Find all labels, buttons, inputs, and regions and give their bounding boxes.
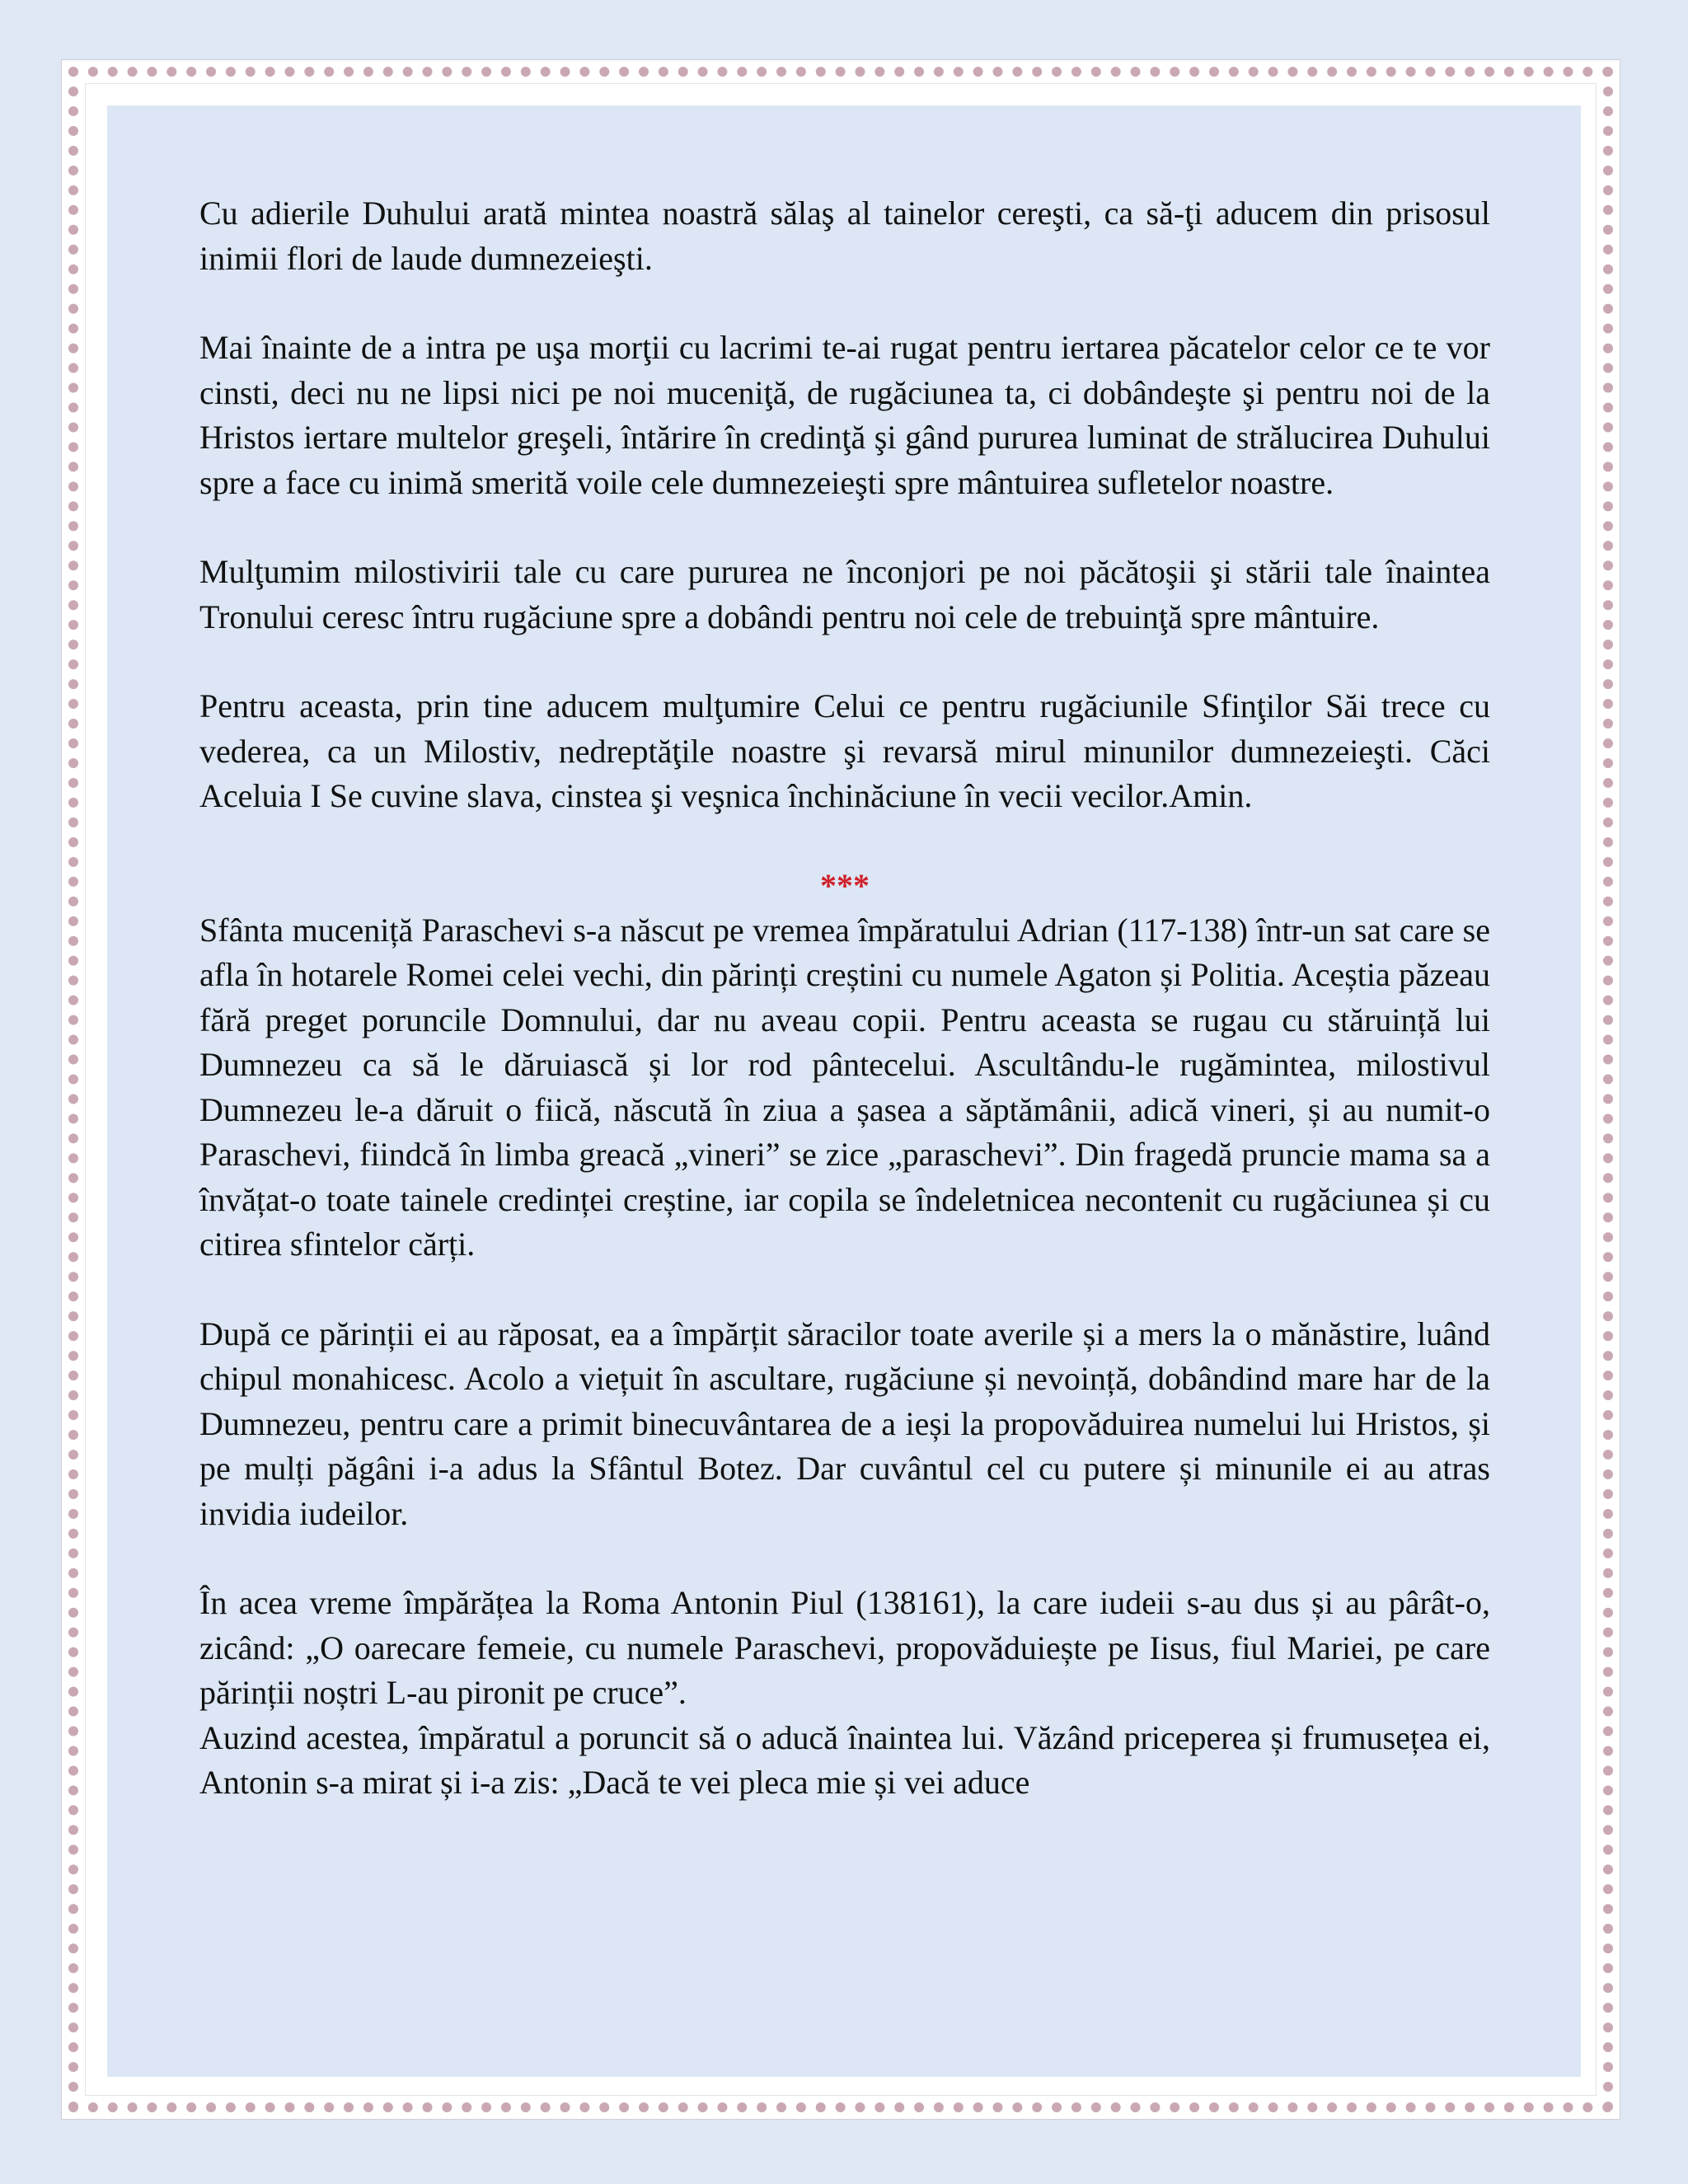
paragraph-gap — [199, 819, 1490, 864]
paragraph-gap — [199, 640, 1490, 684]
paragraph-gap — [199, 1536, 1490, 1581]
document-body — [199, 191, 1490, 1806]
paragraph: Mai înainte de a intra pe uşa morţii cu lacrimi te-ai rugat pentru iertarea păcatelor celor ce te vor cinsti, deci nu ne lipsi nici pe noi muceniţă, de rugăciunea ta, ci dobândeşte şi pentru noi de la Hristos iertare multelor greşeli, întărire în credinţă şi gând pururea luminat de strălucirea Duhului spre a face cu inimă smerită voile cele dumnezeieşti spre mântuirea sufletelor noastre. — [199, 329, 1490, 501]
section-separator: *** — [820, 866, 870, 904]
paragraph-gap — [199, 1268, 1490, 1312]
paragraph-gap — [199, 505, 1490, 550]
paragraph-continued: Auzind acestea, împăratul a poruncit să o aducă înaintea lui. Văzând priceperea și frumusețea ei, Antonin s-a mirat și i-a zis: „Dacă te vei pleca mie și vei aduce — [199, 1718, 1490, 1801]
paragraph: Cu adierile Duhului arată mintea noastră sălaş al tainelor cereşti, ca să-ţi aducem din prisosul inimii flori de laude dumnezeieşti. — [199, 194, 1490, 277]
paragraph: Sfânta muceniță Paraschevi s-a născut pe vremea împăratului Adrian (117-138) într-un sat care se afla în hotarele Romei celei vechi, din părinți creștini cu numele Agaton și Politia. Aceștia păzeau fără preget poruncile Domnului, dar nu aveau copii. Pentru aceasta se rugau cu stăruință lui Dumnezeu ca să le dăruiască și lor rod pântecelui. Ascultându-le rugămintea, milostivul Dumnezeu le-a dăruit o fiică, născută în ziua a șasea a săptămânii, adică vineri, și au numit-o Paraschevi, fiindcă în limba greacă „vineri” se zice „paraschevi”. Din fragedă pruncie mama sa a învățat-o toate tainele credinței creștine, iar copila se îndeletnicea necontenit cu rugăciunea și cu citirea sfintelor cărți. — [199, 911, 1490, 1263]
paragraph: După ce părinții ei au răposat, ea a împărțit săracilor toate averile și a mers la o mănăstire, luând chipul monahicesc. Acolo a viețuit în ascultare, rugăciune și nevoință, dobândind mare har de la Dumnezeu, pentru care a primit binecuvântarea de a ieși la propovăduirea numelui lui Hristos, și pe mulți păgâni i-a adus la Sfântul Botez. Dar cuvântul cel cu putere și minunile ei au atras invidia iudeilor. — [199, 1315, 1490, 1532]
paragraph-gap — [199, 281, 1490, 326]
paragraph: Mulţumim milostivirii tale cu care pururea ne înconjori pe noi păcătoşii şi stării tale înaintea Tronului ceresc întru rugăciune spre a dobândi pentru noi cele de trebuinţă spre mântuire. — [199, 553, 1490, 635]
paragraph: Pentru aceasta, prin tine aducem mulţumire Celui ce pentru rugăciunile Sfinţilor Săi trece cu vederea, ca un Milostiv, nedreptăţile noastre şi revarsă mirul minunilor dumnezeieşti. Căci Aceluia I Se cuvine slava, cinstea şi veşnica închinăciune în vecii vecilor.Amin. — [199, 687, 1490, 814]
paragraph: În acea vreme împărățea la Roma Antonin Piul (138161), la care iudeii s-au dus și au pârât-o, zicând: „O oarecare femeie, cu numele Paraschevi, propovăduiește pe Iisus, fiul Mariei, pe care părinții noștri L-au pironit pe cruce”. — [199, 1584, 1490, 1711]
